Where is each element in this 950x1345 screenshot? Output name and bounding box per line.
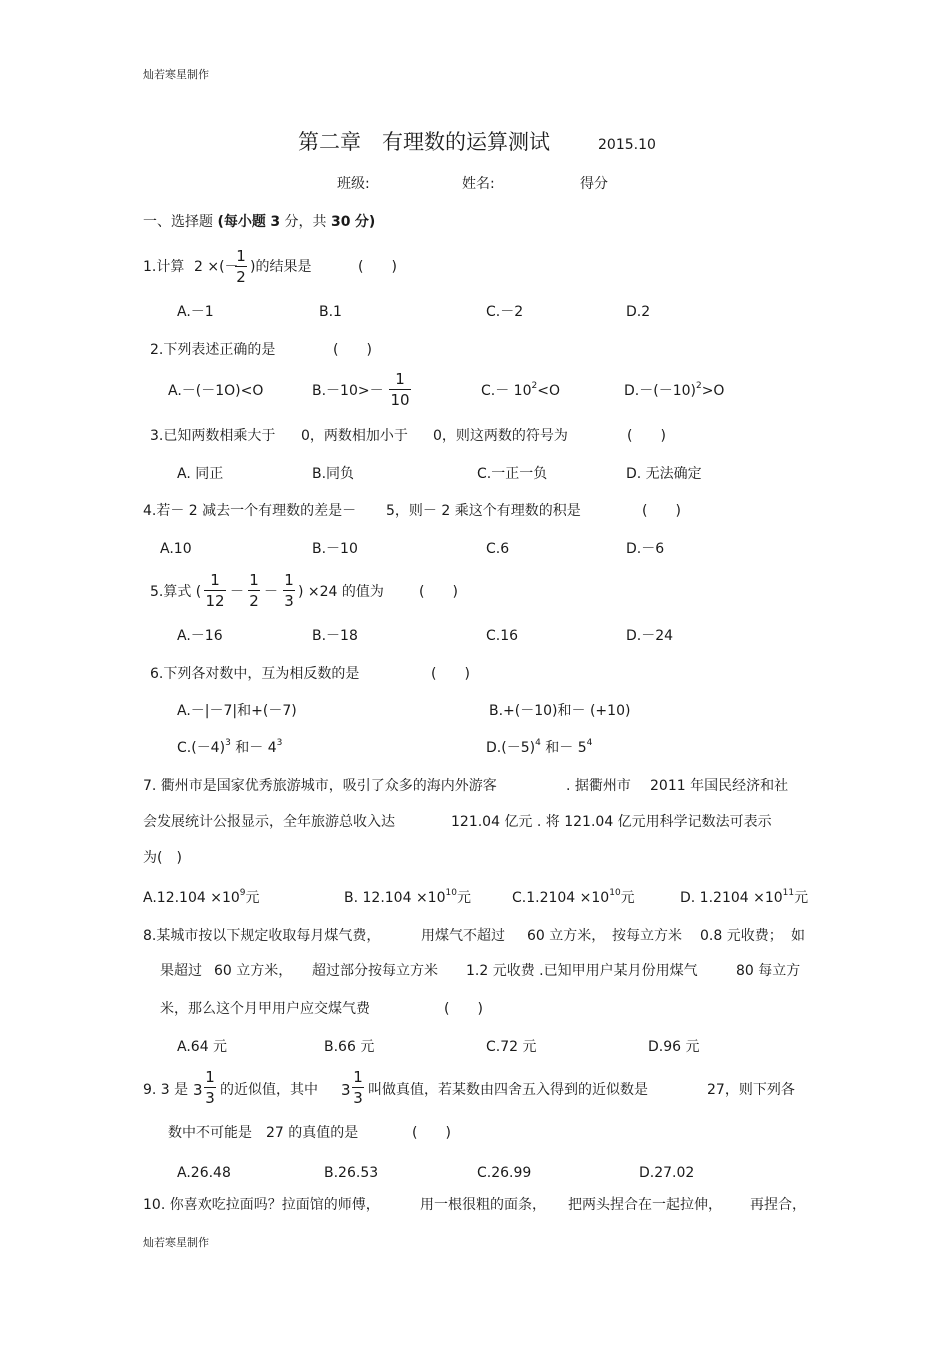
q8-option-d: D.96 元 — [648, 1039, 700, 1055]
q9-answer-paren: ( ) — [412, 1125, 451, 1141]
q7-line-1c: 2011 年国民经济和社 — [650, 778, 789, 794]
q8-line-2c: 超过部分按每立方米 — [312, 963, 438, 979]
q8-line-3: 米，那么这个月甲用户应交煤气费 — [160, 1001, 370, 1017]
q5-stem-b: ) ×24 的值为 — [298, 584, 384, 600]
q9-whole-2: 3 — [341, 1081, 351, 1099]
q8-line-1b: 用煤气不超过 — [421, 928, 505, 944]
q2-option-b: B.－10>－ — [312, 383, 384, 399]
q9-stem-b: 的近似值，其中 — [220, 1082, 318, 1098]
name-label: 姓名: — [462, 176, 495, 192]
page-footer: 灿若寒星制作 — [143, 1236, 209, 1249]
q1-option-b: B.1 — [319, 304, 342, 320]
q8-line-2e: 80 每立方 — [736, 963, 801, 979]
q7-option-c: $C.1.2104 \times 10^{10}$元 — [512, 888, 635, 906]
q9-fraction-2: 1 3 — [353, 1068, 363, 1107]
q6-option-d: $D.(-5)^4$ 和－ $5^4$ — [486, 738, 593, 756]
q4-option-b: B.－10 — [312, 541, 358, 557]
q3-stem-c: 0，则这两数的符号为 — [433, 428, 568, 444]
q9-stem-c: 叫做真值，若某数由四舍五入得到的近似数是 — [368, 1082, 648, 1098]
q8-option-c: C.72 元 — [486, 1039, 537, 1055]
q4-option-d: D.－6 — [626, 541, 665, 557]
q5-fraction-2: 1 2 — [249, 571, 259, 610]
q6-option-a: A.－|－7|和+(－7) — [177, 703, 297, 719]
q5-option-a: A.－16 — [177, 628, 223, 644]
q8-line-2a: 果超过 — [160, 963, 202, 979]
q5-minus-2: － — [264, 584, 278, 600]
q7-line-1a: 7. 衢州市是国家优秀旅游城市，吸引了众多的海内外游客 — [143, 778, 497, 794]
q4-option-c: C.6 — [486, 541, 510, 557]
q4-stem-a: 4.若－ 2 减去一个有理数的差是－ — [143, 503, 357, 519]
page-title: 第二章 有理数的运算测试 — [298, 130, 550, 154]
q9-option-c: C.26.99 — [477, 1165, 532, 1181]
q3-option-b: B.同负 — [312, 466, 355, 482]
q2-option-a: A.－(－1O)<O — [168, 383, 264, 399]
q1-stem-start: 1.计算 — [143, 259, 185, 275]
q5-minus-1: － — [230, 584, 244, 600]
q9-line-2: 数中不可能是 27 的真值的是 — [168, 1125, 359, 1141]
q8-line-1d: 按每立方米 — [612, 928, 682, 944]
q6-option-b: B.+(－10)和－ (+10) — [489, 703, 631, 719]
q3-option-d: D. 无法确定 — [626, 466, 702, 482]
q7-line-2b: 121.04 亿元 . 将 121.04 亿元用科学记数法可表示 — [451, 814, 772, 830]
q5-option-b: B.－18 — [312, 628, 358, 644]
q1-option-a: A.－1 — [177, 304, 214, 320]
q9-option-d: D.27.02 — [639, 1165, 695, 1181]
q4-stem-b: 5，则－ 2 乘这个有理数的积是 — [386, 503, 581, 519]
q5-option-d: D.－24 — [626, 628, 674, 644]
q8-line-1a: 8.某城市按以下规定收取每月煤气费， — [143, 928, 381, 944]
q1-option-c: C.－2 — [486, 304, 524, 320]
q3-option-c: C.一正一负 — [477, 466, 548, 482]
q7-option-a: $A.12.104 \times 10^9$元 — [143, 888, 260, 906]
q6-option-c: $C.(-4)^3$ 和－ $4^3$ — [177, 738, 283, 756]
q8-line-2d: 1.2 元收费 .已知甲用户某月份用煤气 — [466, 963, 698, 979]
q10-stem-c: 把两头捏合在一起拉伸， — [568, 1197, 722, 1213]
q9-option-b: B.26.53 — [324, 1165, 379, 1181]
q1-option-d: D.2 — [626, 304, 651, 320]
q8-line-1c: 60 立方米， — [527, 928, 606, 944]
class-label: 班级: — [337, 176, 370, 192]
q8-option-b: B.66 元 — [324, 1039, 375, 1055]
score-label: 得分 — [580, 176, 608, 192]
q2-stem: 2.下列表述正确的是 — [150, 342, 276, 358]
q10-stem-d: 再捏合， — [750, 1197, 806, 1213]
q9-whole-1: 3 — [193, 1081, 203, 1099]
q8-option-a: A.64 元 — [177, 1039, 228, 1055]
q7-option-b: B. $12.104 \times 10^{10}$元 — [344, 888, 471, 906]
q7-option-d: D. $1.2104 \times 10^{11}$元 — [680, 888, 809, 906]
q2-option-d: $D.-(-10)^2>O$ — [624, 381, 725, 399]
q7-line-2a: 会发展统计公报显示，全年旅游总收入达 — [143, 814, 395, 830]
q10-stem-b: 用一根很粗的面条， — [420, 1197, 546, 1213]
q3-stem-a: 3.已知两数相乘大于 — [150, 428, 276, 444]
q7-line-3: 为( ) — [143, 850, 182, 866]
q6-answer-paren: ( ) — [431, 666, 470, 682]
q4-answer-paren: ( ) — [642, 503, 681, 519]
q6-stem: 6.下列各对数中，互为相反数的是 — [150, 666, 360, 682]
q8-line-1f: 如 — [791, 928, 805, 944]
q5-option-c: C.16 — [486, 628, 519, 644]
q7-line-1b: . 据衢州市 — [566, 778, 631, 794]
q9-option-a: A.26.48 — [177, 1165, 231, 1181]
q8-line-1e: 0.8 元收费； — [700, 928, 783, 944]
section-heading: 一、选择题 (每小题 3 分，共 30 分) — [143, 214, 376, 230]
q2-option-b-fraction: 1 10 — [390, 370, 410, 409]
q8-line-2b: 60 立方米， — [214, 963, 293, 979]
q5-fraction-3: 1 3 — [284, 571, 294, 610]
q2-answer-paren: ( ) — [333, 342, 372, 358]
q9-stem-a: 9. 3 是 — [143, 1082, 189, 1098]
q5-answer-paren: ( ) — [419, 584, 458, 600]
q5-fraction-1: 1 12 — [205, 571, 225, 610]
q9-stem-d: 27，则下列各 — [707, 1082, 795, 1098]
q3-option-a: A. 同正 — [177, 466, 224, 482]
q1-fraction: 1 2 — [236, 247, 246, 286]
q2-option-c: $C.- 10^2<O$ — [481, 381, 560, 399]
q1-answer-paren: ( ) — [358, 259, 397, 275]
q1-expr: 2 ×(－ — [194, 259, 239, 275]
q3-stem-b: 0，两数相加小于 — [301, 428, 408, 444]
q4-option-a: A.10 — [160, 541, 192, 557]
q9-fraction-1: 1 3 — [205, 1068, 215, 1107]
q5-stem-a: 5.算式 ( — [150, 584, 202, 600]
q3-answer-paren: ( ) — [627, 428, 666, 444]
q1-stem-end: )的结果是 — [250, 259, 312, 275]
q10-stem-a: 10. 你喜欢吃拉面吗？拉面馆的师傅， — [143, 1197, 380, 1213]
q8-answer-paren: ( ) — [444, 1001, 483, 1017]
title-date: 2015.10 — [598, 137, 656, 153]
page-header: 灿若寒星制作 — [143, 68, 209, 81]
